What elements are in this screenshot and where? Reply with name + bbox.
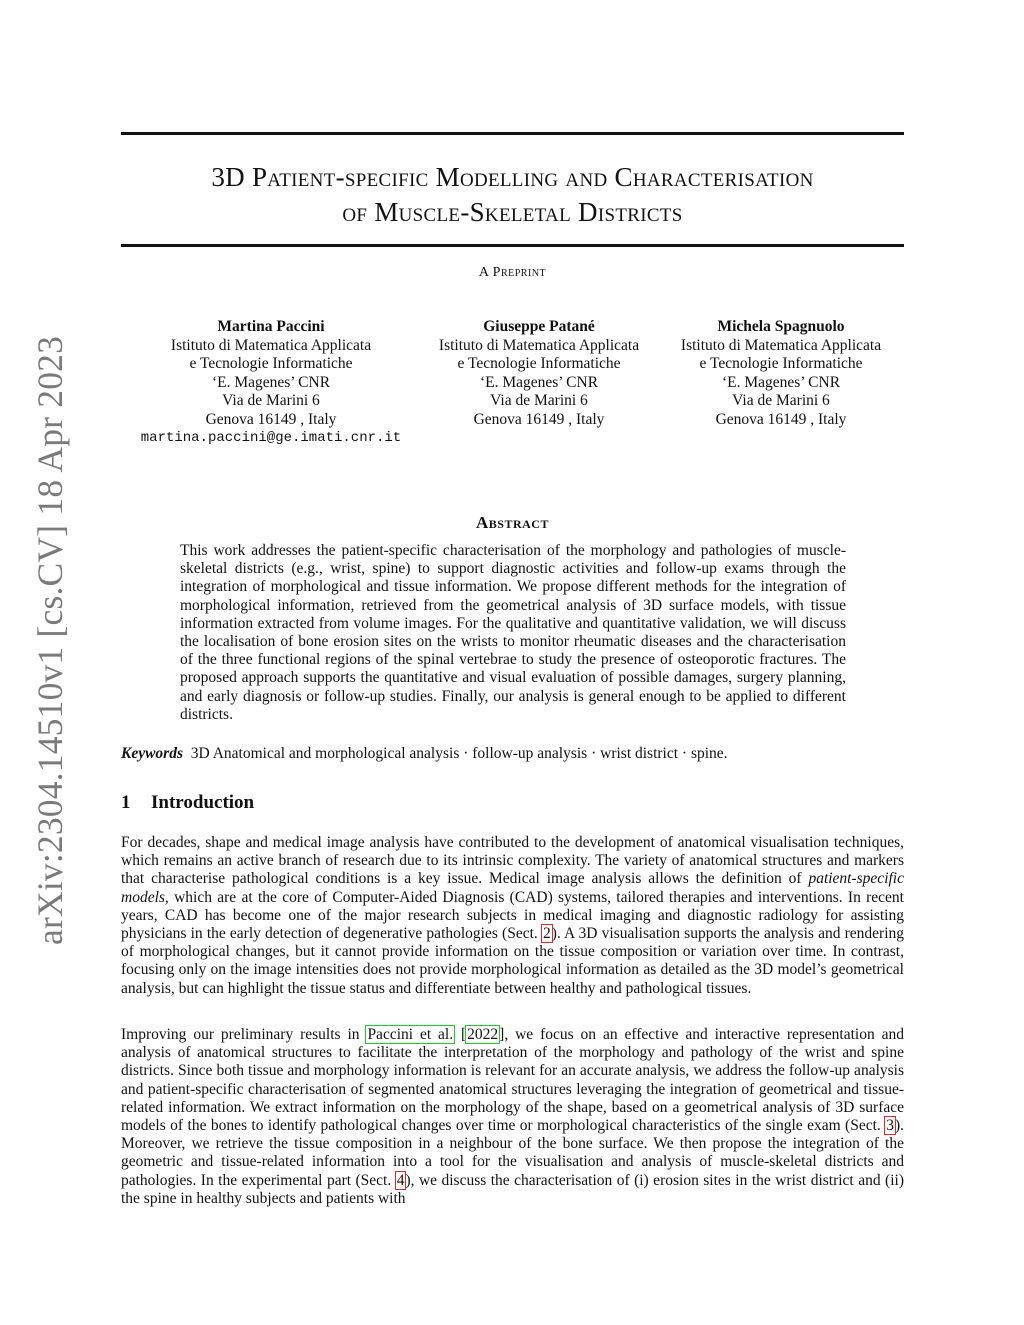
keywords-label: Keywords bbox=[121, 745, 183, 762]
abstract-heading: Abstract bbox=[476, 513, 549, 532]
author-affiliation: ‘E. Magenes’ CNR bbox=[479, 373, 599, 391]
citation-link[interactable]: Paccini et al. bbox=[367, 1026, 454, 1043]
section-heading-introduction bbox=[121, 792, 254, 814]
section-ref-link[interactable]: 4 bbox=[396, 1171, 405, 1189]
author-street: Via de Marini 6 bbox=[222, 392, 320, 409]
text-run: Improving our preliminary results in bbox=[121, 1026, 367, 1043]
author-street: Via de Marini 6 bbox=[490, 392, 588, 409]
section-ref-link[interactable]: 3 bbox=[886, 1117, 894, 1135]
citation-year-link[interactable]: 2022 bbox=[467, 1026, 499, 1043]
author-affiliation: e Tecnologie Informatiche bbox=[457, 355, 621, 372]
author-name: Martina Paccini bbox=[217, 318, 325, 335]
intro-paragraph-2 bbox=[121, 1026, 904, 1208]
title-line-1: 3D Patient-specific Modelling and Characterisation bbox=[211, 162, 814, 192]
author-block-2 bbox=[421, 318, 657, 429]
author-affiliation: Istituto di Matematica Applicata bbox=[438, 336, 640, 354]
text-run: For decades, shape and medical image analysis have contributed to the development of anatomical visualisation techniques, which remains an active branch of research due to its intrinsic complexity. The variety of anatomical structures and markers that characterise pathological conditions is a key issue. Medical image analysis allows the definition of bbox=[121, 834, 904, 888]
author-affiliation: ‘E. Magenes’ CNR bbox=[211, 373, 331, 391]
text-run: ). A 3D visualisation supports the analysis and rendering of morphological changes, but it cannot provide information on the tissue composition or variation over time. In contrast, focusing only on the image intensities does not provide morphological information as detailed as the 3D model’s geometrical analysis, but can highlight the tissue status and differentiate between healthy and pathological tissues. bbox=[121, 925, 904, 997]
author-city: Genova 16149 , Italy bbox=[205, 410, 337, 428]
author-block-1 bbox=[126, 318, 416, 448]
intro-paragraph-1 bbox=[121, 834, 904, 998]
text-run: [ bbox=[454, 1026, 467, 1043]
author-affiliation: Istituto di Matematica Applicata bbox=[170, 336, 372, 354]
author-affiliation: Istituto di Matematica Applicata bbox=[680, 336, 882, 354]
title-rule-top bbox=[121, 132, 904, 135]
preprint-label: A Preprint bbox=[478, 265, 547, 280]
keywords-line bbox=[121, 745, 904, 763]
title-line-2: of Muscle-Skeletal Districts bbox=[342, 197, 683, 227]
author-city: Genova 16149 , Italy bbox=[473, 410, 605, 428]
text-run: ). Moreover, we retrieve the tissue composition in a neighbour of the bone surface. We then propose the integration of the geometric and tissue-related information into a tool for the visualisation and analysis of muscle-skeletal districts and pathologies. In the experimental part (Sect. bbox=[121, 1117, 904, 1189]
author-affiliation: e Tecnologie Informatiche bbox=[699, 355, 863, 372]
author-email[interactable]: martina.paccini@ge.imati.cnr.it bbox=[140, 430, 402, 446]
keywords-text: 3D Anatomical and morphological analysis · follow-up analysis · wrist district · spine. bbox=[190, 745, 728, 762]
author-affiliation: e Tecnologie Informatiche bbox=[189, 355, 353, 372]
author-name: Michela Spagnuolo bbox=[717, 318, 845, 335]
text-run: ], we focus on an effective and interactive representation and analysis of anatomical structures to facilitate the interpretation of the morphology and pathology of the wrist and spine districts. Since both tissue and morphology information is relevant for an accurate analysis, we address the follow-up analysis and patient-specific characterisation of segmented anatomical structures leveraging the integration of geometrical and tissue-related information. We extract information on the morphology of the shape, based on a geometrical analysis of 3D surface models of the bones to identify pathological changes over time or morphological characteristics of the single exam (Sect. bbox=[121, 1026, 904, 1135]
paper-title bbox=[121, 160, 904, 230]
text-run: ), we discuss the characterisation of (i) erosion sites in the wrist district and (ii) the spine in healthy subjects and patients with bbox=[121, 1171, 904, 1207]
arxiv-stamp: arXiv:2304.14510v1 [cs.CV] 18 Apr 2023 bbox=[30, 335, 70, 945]
section-number: 1 bbox=[121, 792, 131, 813]
author-affiliation: ‘E. Magenes’ CNR bbox=[721, 373, 841, 391]
title-rule-bottom bbox=[121, 244, 904, 247]
section-title: Introduction bbox=[151, 792, 255, 813]
author-city: Genova 16149 , Italy bbox=[715, 410, 847, 428]
abstract-text: This work addresses the patient-specific characterisation of the morphology and pathologies of muscle-skeletal districts (e.g., wrist, spine) to support diagnostic activities and follow-up exams through the integration of morphological and tissue information. We propose different methods for the integration of morphological information, retrieved from the geometrical analysis of 3D surface models, with tissue information extracted from volume images. For the qualitative and quantitative validation, we will discuss the localisation of bone erosion sites on the wrists to monitor rheumatic diseases and the characterisation of the three functional regions of the spinal vertebrae to study the presence of osteoporotic fractures. The proposed approach supports the quantitative and visual evaluation of possible damages, surgery planning, and early diagnosis or follow-up studies. Finally, our analysis is general enough to be applied to different districts. bbox=[180, 542, 846, 723]
author-block-3 bbox=[664, 318, 898, 429]
section-ref-link[interactable]: 2 bbox=[542, 925, 551, 943]
author-street: Via de Marini 6 bbox=[732, 392, 830, 409]
emphasis-text: patient-specific models bbox=[121, 870, 904, 906]
text-run: , which are at the core of Computer-Aided Diagnosis (CAD) systems, tailored therapies and interventions. In recent years, CAD has become one of the major research subjects in medical imaging and diagnostic radiology for assisting physicians in the early detection of degenerative pathologies (Sect. bbox=[121, 888, 904, 943]
author-name: Giuseppe Patané bbox=[483, 318, 595, 335]
